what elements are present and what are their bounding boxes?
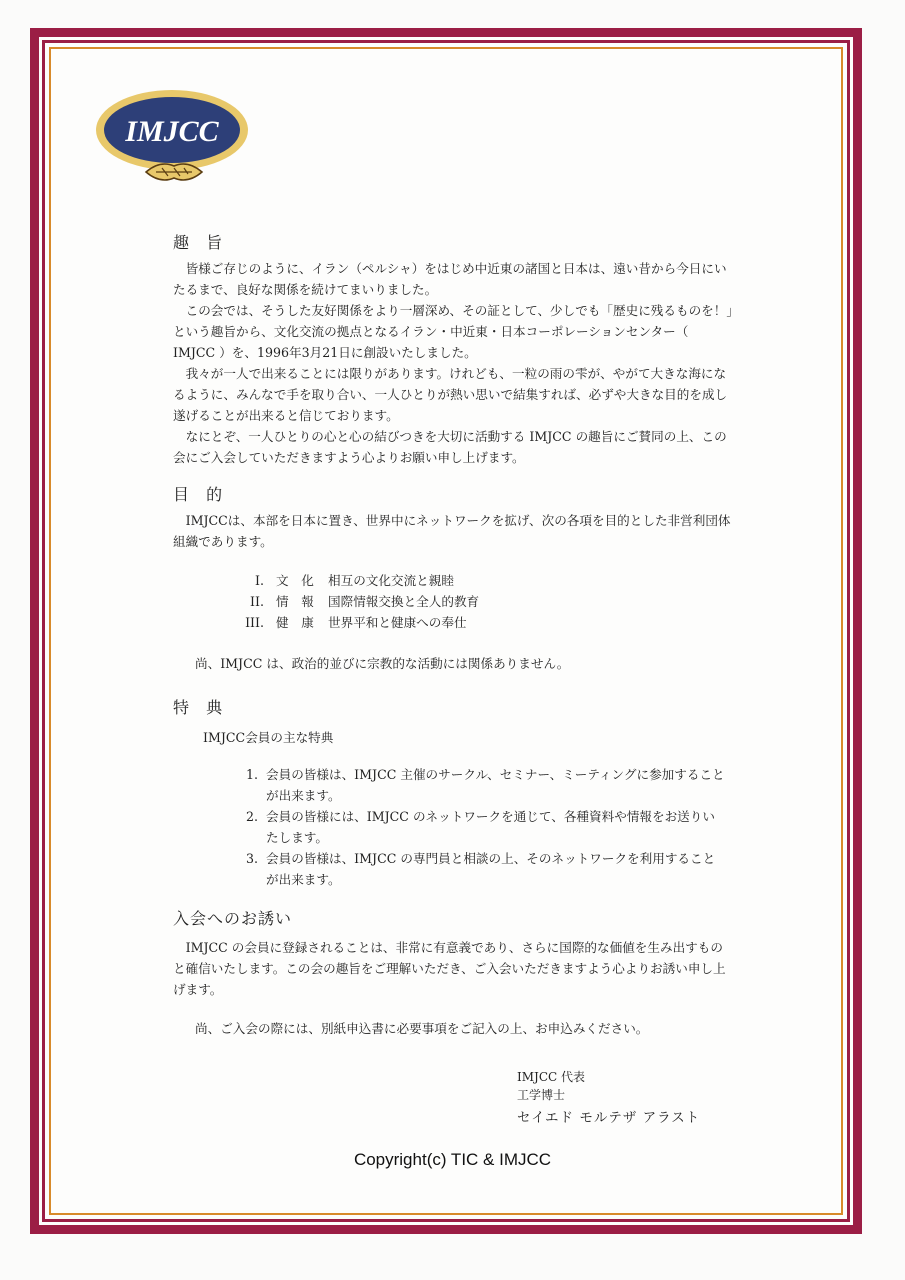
purpose-list — [236, 570, 479, 633]
signature-name: セイエド モルテザ アラスト — [517, 1110, 701, 1126]
intro-paragraph: この会では、そうした友好関係をより一層深め、その証として、少しでも「歴史に残るものを！」という趣旨から、文化交流の拠点となるイラン・中近東・日本コーポレーションセンター（ IMJCC ）を、1996年3月21日に創設いたしました。 — [173, 303, 733, 360]
purpose-item — [236, 612, 479, 633]
purpose-title: 目 的 — [173, 485, 229, 504]
benefit-num: 1. — [246, 767, 259, 782]
purpose-item — [236, 570, 479, 591]
benefit-text: 会員の皆様は、IMJCC の専門員と相談の上、そのネットワークを利用することが出来ます。 — [266, 851, 716, 887]
invitation-note: 尚、ご入会の際には、別紙申込書に必要事項をご記入の上、お申込みください。 — [195, 1021, 649, 1036]
benefit-item — [246, 764, 726, 806]
purpose-num: I. — [255, 573, 264, 588]
purpose-desc: 相互の文化交流と親睦 — [328, 573, 454, 588]
purpose-num: II. — [250, 594, 264, 609]
purpose-num: III. — [245, 615, 264, 630]
purpose-item — [236, 591, 479, 612]
invitation-title: 入会へのお誘い — [173, 909, 293, 928]
benefits-list — [246, 764, 726, 890]
copyright-text: Copyright(c) TIC & IMJCC — [353, 1150, 552, 1169]
invitation-text-block — [173, 937, 733, 1000]
logo-text: IMJCC — [125, 115, 219, 148]
signature-degree: 工学博士 — [517, 1088, 566, 1102]
intro-title: 趣 旨 — [173, 233, 229, 252]
signature-role: IMJCC 代表 — [517, 1070, 586, 1084]
handshake-icon — [146, 164, 202, 180]
intro-paragraph: 皆様ご存じのように、イラン（ペルシャ）をはじめ中近東の諸国と日本は、遠い昔から今日にいたるまで、良好な関係を続けてまいりました。 — [173, 261, 727, 297]
benefit-text: 会員の皆様には、IMJCC のネットワークを通じて、各種資料や情報をお送りいたします。 — [266, 809, 715, 845]
benefit-num: 2. — [246, 809, 259, 824]
purpose-desc: 国際情報交換と全人的教育 — [328, 594, 480, 609]
benefits-title: 特 典 — [173, 698, 229, 717]
benefit-num: 3. — [246, 851, 259, 866]
purpose-text-block — [173, 510, 733, 552]
purpose-key: 情 報 — [276, 594, 314, 609]
intro-paragraph: なにとぞ、一人ひとりの心と心の結びつきを大切に活動する IMJCC の趣旨にご賛同の上、この会にご入会していただきますよう心よりお願い申し上げます。 — [173, 429, 727, 465]
intro-body — [173, 258, 733, 468]
purpose-key: 健 康 — [276, 615, 314, 630]
purpose-note: 尚、IMJCC は、政治的並びに宗教的な活動には関係ありません。 — [195, 656, 570, 671]
intro-paragraph: 我々が一人で出来ることには限りがあります。けれども、一粒の雨の雫が、やがて大きな海になるように、みんなで手を取り合い、一人ひとりが熱い思いで結集すれば、必ずや大きな目的を成し遂げることが出来ると信じております。 — [173, 366, 728, 423]
purpose-text: IMJCCは、本部を日本に置き、世界中にネットワークを拡げ、次の各項を目的とした非営利団体組織であります。 — [173, 513, 731, 549]
purpose-desc: 世界平和と健康への奉仕 — [328, 615, 467, 630]
purpose-key: 文 化 — [276, 573, 314, 588]
benefit-text: 会員の皆様は、IMJCC 主催のサークル、セミナー、ミーティングに参加することが出来ます。 — [266, 767, 725, 803]
benefit-item — [246, 806, 726, 848]
invitation-text: IMJCC の会員に登録されることは、非常に有意義であり、さらに国際的な価値を生み出すものと確信いたします。この会の趣旨をご理解いただき、ご入会いただきますよう心よりお誘い申し上げます。 — [173, 940, 726, 997]
benefits-subtitle: IMJCC会員の主な特典 — [203, 730, 334, 745]
imjcc-logo — [94, 86, 252, 196]
benefit-item — [246, 848, 726, 890]
